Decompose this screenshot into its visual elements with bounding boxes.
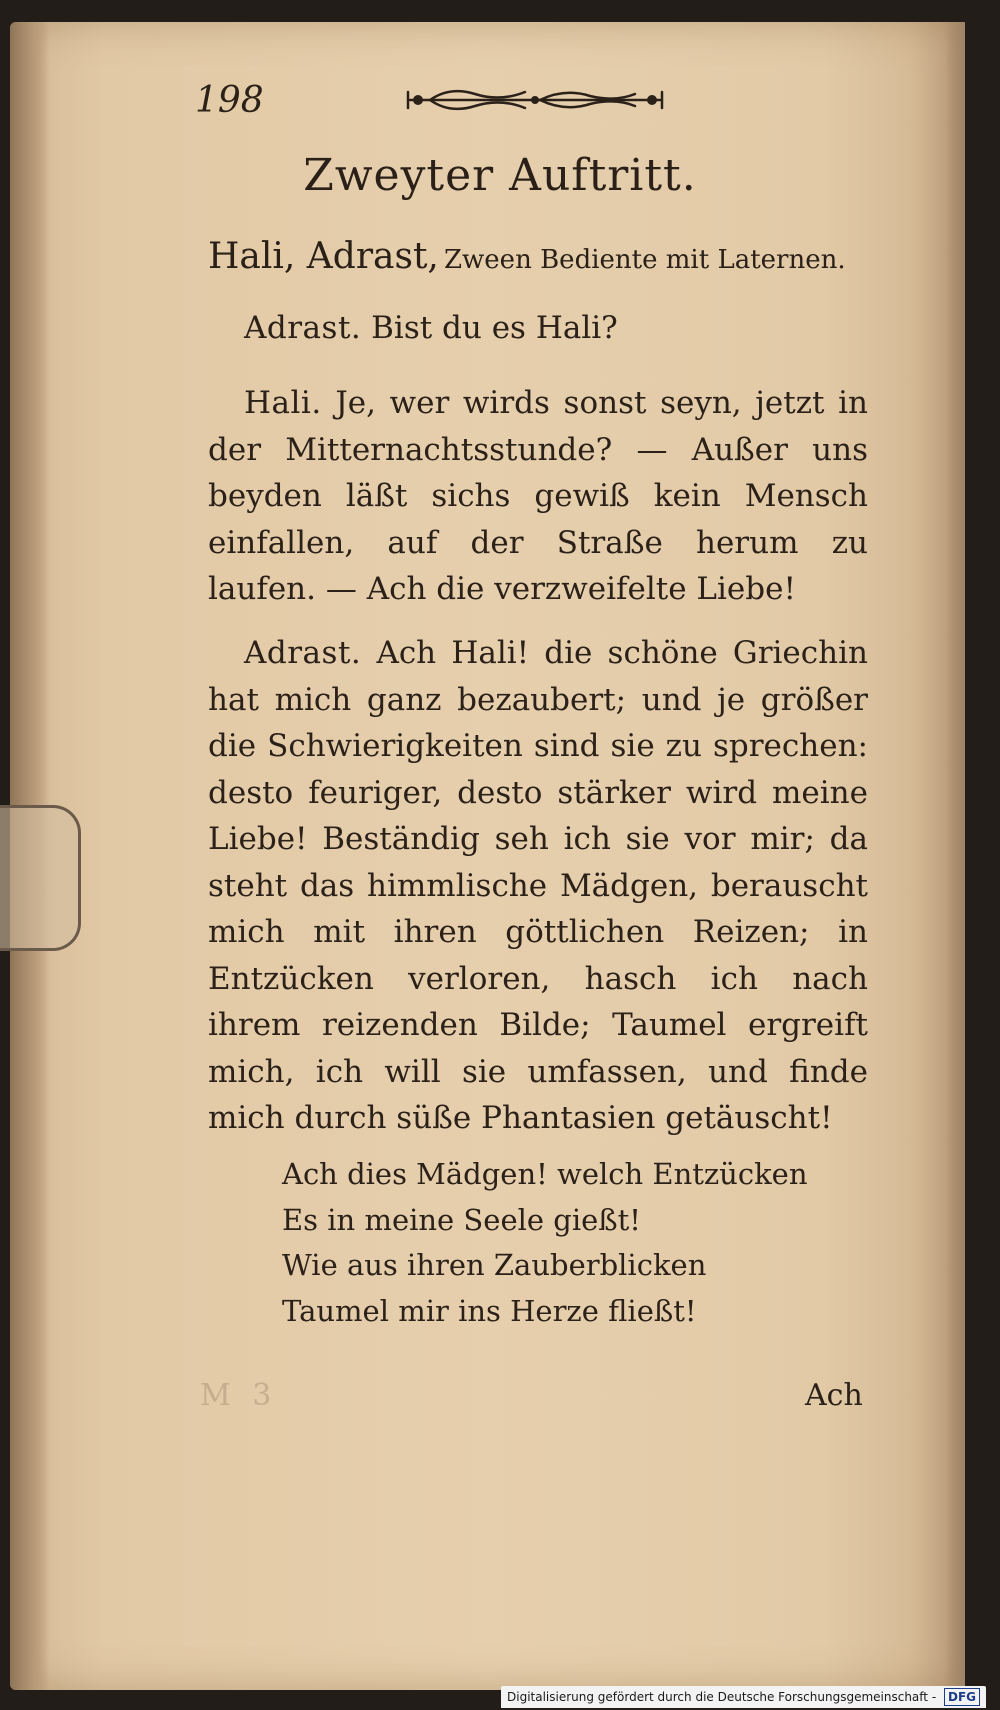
speech-text: Je, wer wirds sonst seyn, jetzt in der Mitternachtsstunde? — Außer uns beyden läßt sichs gewiß kein Mensch einfallen, auf der Straße herum zu laufen. — Ach die verzweifelte Liebe!: [208, 385, 868, 607]
bookmark-tab: [0, 805, 81, 951]
speaker-name: Adrast.: [244, 635, 362, 671]
speaker-name: Hali.: [244, 385, 322, 421]
song-verse: [282, 1152, 808, 1334]
dfg-logo: DFG: [944, 1688, 980, 1706]
cast-servants: Zween Bediente mit Laternen.: [443, 245, 846, 275]
signature-mark-show-through: M 3: [200, 1378, 278, 1413]
speech-adrast-2: [208, 630, 868, 1142]
page-edge-shadow: [945, 22, 965, 1690]
verse-line: Wie aus ihren Zauberblicken: [282, 1248, 707, 1282]
verse-line: Es in meine Seele gießt!: [282, 1202, 641, 1237]
speaker-name: Adrast.: [244, 310, 362, 346]
speech-hali-1: [208, 380, 868, 613]
page-number: 198: [195, 80, 264, 121]
credit-text: Digitalisierung gefördert durch die Deutsche Forschungsgemeinschaft -: [507, 1690, 937, 1704]
verse-line: Ach dies Mädgen! welch Entzücken: [282, 1157, 808, 1191]
speech-adrast-1: [208, 305, 868, 352]
cast-list: [208, 236, 846, 277]
catchword: Ach: [805, 1378, 863, 1413]
printers-ornament-icon: [400, 78, 670, 122]
speech-text: Ach Hali! die schöne Griechin hat mich ganz bezaubert; und je größer die Schwierigkeiten sind sie zu sprechen: desto feuriger, desto stärker wird meine Liebe! Beständig seh ich sie vor mir; da steht das himmlische Mädgen, berauscht mich mit ihren göttlichen Reizen; in Entzücken verloren, hasch ich nach ihrem reizenden Bilde; Taumel ergreift mich, ich will sie umfassen, und finde mich durch süße Phantasien getäuscht!: [208, 635, 868, 1136]
speech-text: Bist du es Hali?: [371, 310, 618, 346]
verse-line: Taumel mir ins Herze fließt!: [282, 1293, 697, 1328]
digitization-credit: [501, 1686, 986, 1708]
scene-heading: Zweyter Auftritt.: [303, 150, 697, 201]
cast-names: Hali, Adrast,: [208, 236, 439, 277]
